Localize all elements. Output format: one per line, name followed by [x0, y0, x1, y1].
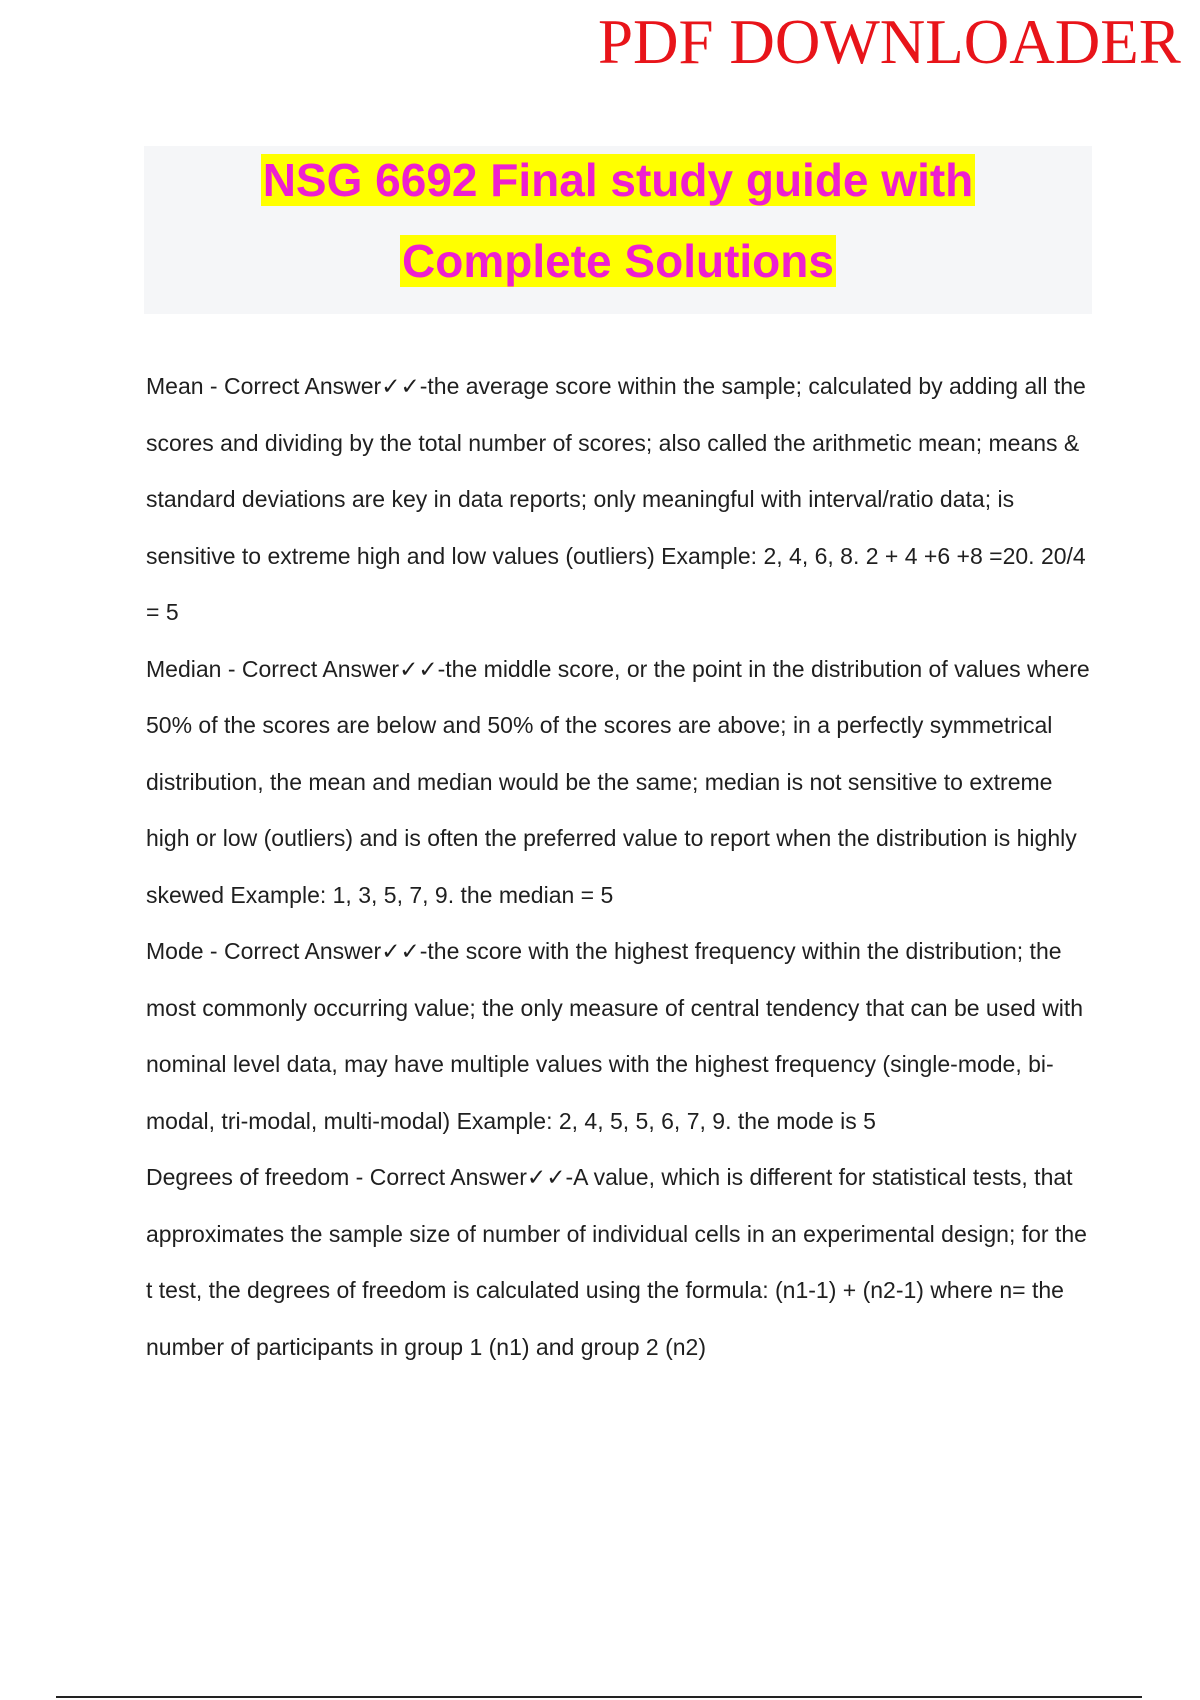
- title-text-2: Complete Solutions: [402, 235, 834, 287]
- footer-divider: [56, 1696, 1142, 1698]
- entry-degrees-of-freedom: Degrees of freedom - Correct Answer✓✓-A value, which is different for statistical tests, that approximates the sample size of number of individual cells in an experimental design; for the t test, the degrees of freedom is calculated using the formula: (n1-1) + (n2-1) where n= the number of participants in group 1 (n1) and group 2 (n2): [146, 1164, 1087, 1360]
- title-line-1: [144, 152, 1092, 208]
- watermark-banner: PDF DOWNLOADER: [598, 7, 1181, 77]
- title-line-2: [144, 233, 1092, 289]
- entry-median: Median - Correct Answer✓✓-the middle score, or the point in the distribution of values where 50% of the scores are below and 50% of the scores are above; in a perfectly symmetrical distribution, the mean and median would be the same; median is not sensitive to extreme high or low (outliers) and is often the preferred value to report when the distribution is highly skewed Example: 1, 3, 5, 7, 9. the median = 5: [146, 655, 1090, 908]
- title-text-1: NSG 6692 Final study guide with: [262, 154, 974, 206]
- title-box: [144, 146, 1092, 314]
- entry-mode: Mode - Correct Answer✓✓-the score with the highest frequency within the distribution; the most commonly occurring value; the only measure of central tendency that can be used with nominal level data, may have multiple values with the highest frequency (single-mode, bi-modal, tri-modal, multi-modal) Example: 2, 4, 5, 5, 6, 7, 9. the mode is 5: [146, 938, 1084, 1134]
- entry-mean: Mean - Correct Answer✓✓-the average score within the sample; calculated by adding all the scores and dividing by the total number of scores; also called the arithmetic mean; means & standard deviations are key in data reports; only meaningful with interval/ratio data; is sensitive to extreme high and low values (outliers) Example: 2, 4, 6, 8. 2 + 4 +6 +8 =20. 20/4 = 5: [146, 373, 1086, 625]
- study-guide-content: [146, 358, 1096, 1375]
